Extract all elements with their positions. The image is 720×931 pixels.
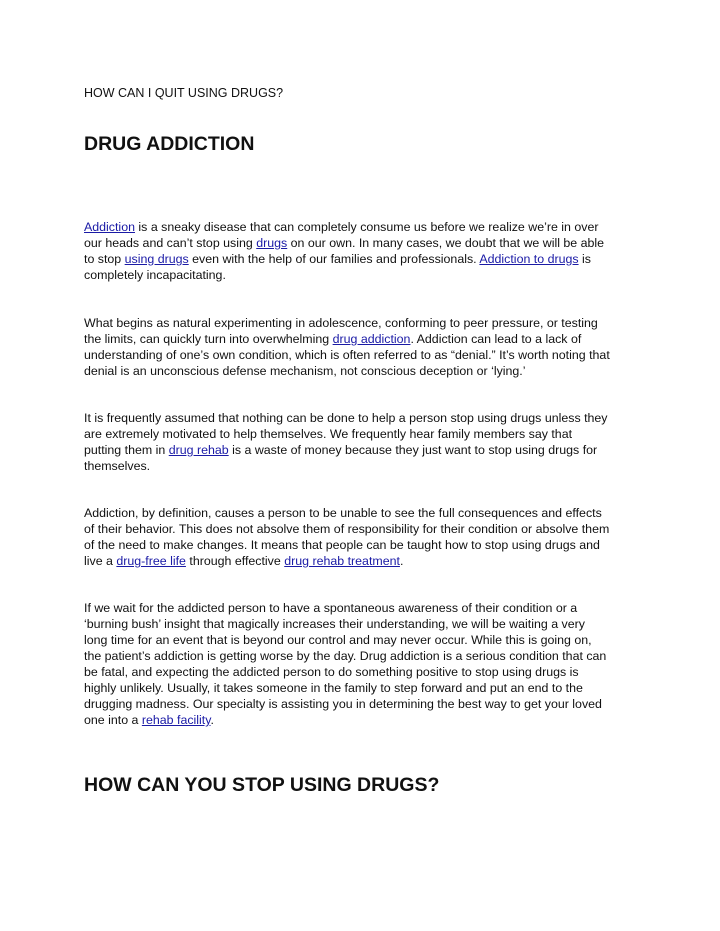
text: What begins as natural experimenting in adolescence, conforming to peer pressure, or testing: [84, 316, 598, 330]
text: ‘burning bush’ insight that magically increases their understanding, we will be waiting a very: [84, 617, 585, 631]
text: even with the help of our families and professionals.: [188, 252, 480, 266]
text: themselves.: [84, 459, 151, 473]
text: .: [399, 554, 404, 568]
text: understanding of one’s own condition, which is often referred to as “denial.” It’s worth noting that: [84, 348, 610, 362]
text: are extremely motivated to help themselves. We frequently hear family members say that: [84, 427, 573, 441]
heading-drug-addiction: DRUG ADDICTION: [84, 133, 255, 155]
text: denial is an unconscious defense mechanism, not conscious deception or ‘lying.’: [84, 364, 526, 378]
text: the limits, can quickly turn into overwhelming: [84, 332, 333, 346]
text: to stop: [84, 252, 125, 266]
link-drug-rehab-treatment[interactable]: drug rehab treatment: [284, 554, 400, 568]
text: .: [210, 713, 214, 727]
paragraph-addiction-intro: [84, 219, 640, 283]
text: is a sneaky disease that can completely consume us before we realize we’re in over: [134, 220, 599, 234]
paragraph-consequences: [84, 505, 640, 569]
text: of their behavior. This does not absolve them of responsibility for their condition or absolve them: [84, 522, 610, 536]
link-using-drugs[interactable]: using drugs: [124, 252, 189, 266]
link-drug-addiction[interactable]: drug addiction: [332, 332, 411, 346]
text: on our own. In many cases, we doubt that we will be able: [287, 236, 605, 250]
document-subtitle: HOW CAN I QUIT USING DRUGS?: [84, 86, 284, 100]
paragraph-waiting: [84, 600, 640, 728]
text: live a: [84, 554, 117, 568]
text: completely incapacitating.: [84, 268, 226, 282]
text: . Addiction can lead to a lack of: [410, 332, 582, 346]
text: of the need to make changes. It means that people can be taught how to stop using drugs and: [84, 538, 600, 552]
text: be fatal, and expecting the addicted person to do something positive to stop using drugs is: [84, 665, 579, 679]
link-addiction[interactable]: Addiction: [84, 220, 135, 234]
link-drug-rehab[interactable]: drug rehab: [168, 443, 229, 457]
text: Addiction, by definition, causes a person to be unable to see the full consequences and effects: [84, 506, 602, 520]
paragraph-motivation: [84, 410, 640, 474]
text: If we wait for the addicted person to have a spontaneous awareness of their condition or a: [84, 601, 578, 615]
text: highly unlikely. Usually, it takes someone in the family to step forward and put an end to the: [84, 681, 583, 695]
link-drugs[interactable]: drugs: [256, 236, 288, 250]
text: is a waste of money because they just want to stop using drugs for: [228, 443, 598, 457]
paragraph-denial: [84, 315, 640, 379]
text: putting them in: [84, 443, 169, 457]
link-rehab-facility[interactable]: rehab facility: [141, 713, 211, 727]
text: drugging madness. Our specialty is assisting you in determining the best way to get your loved: [84, 697, 602, 711]
text: It is frequently assumed that nothing can be done to help a person stop using drugs unless they: [84, 411, 608, 425]
heading-how-can-you-stop: HOW CAN YOU STOP USING DRUGS?: [84, 774, 440, 796]
text: long time for an event that is beyond our control and may never occur. While this is going on,: [84, 633, 592, 647]
link-addiction-to-drugs[interactable]: Addiction to drugs: [479, 252, 579, 266]
text: our heads and can’t stop using: [84, 236, 257, 250]
text: the patient’s addiction is getting worse by the day. Drug addiction is a serious condition that can: [84, 649, 607, 663]
text: one into a: [84, 713, 142, 727]
text: through effective: [185, 554, 285, 568]
link-drug-free-life[interactable]: drug-free life: [116, 554, 186, 568]
text: is: [578, 252, 591, 266]
